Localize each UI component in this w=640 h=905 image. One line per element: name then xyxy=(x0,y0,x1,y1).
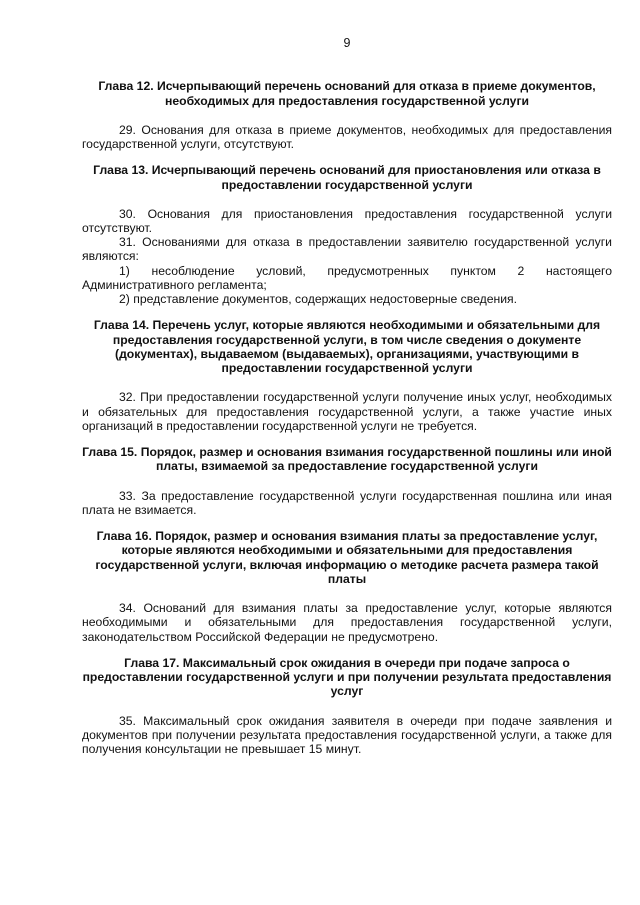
paragraph: 35. Максимальный срок ожидания заявителя в очереди при подаче заявления и документов при получении результата предоставления государственной услуги, а также для получения консультации не превышает 15 минут. xyxy=(82,713,612,757)
list-item: 2) представление документов, содержащих недостоверные сведения. xyxy=(119,292,518,307)
page-number: 9 xyxy=(343,36,351,50)
chapter-heading: Глава 12. Исчерпывающий перечень оснований для отказа в приеме документов, необходимых для предоставления государственной услуги xyxy=(98,79,596,108)
paragraph: 33. За предоставление государственной услуги государственная пошлина или иная плата не взимается. xyxy=(82,488,612,517)
chapter-body xyxy=(82,123,612,151)
chapter-17 xyxy=(82,656,612,757)
chapter-16 xyxy=(82,529,612,644)
chapter-14 xyxy=(82,318,612,433)
paragraph: 31. Основаниями для отказа в предоставлении заявителю государственной услуги являются: xyxy=(82,235,612,264)
chapter-heading: Глава 17. Максимальный срок ожидания в очереди при подаче запроса о предоставлении государственной услуги и при получении результата предоставления услуг xyxy=(82,655,612,699)
chapter-heading: Глава 14. Перечень услуг, которые являются необходимыми и обязательными для предоставления государственной услуги, в том числе сведения о документе (документах), выдаваемом (выдаваемых), организациями, участвующими в предоставлении государственной услуги xyxy=(93,318,601,376)
paragraph: 34. Оснований для взимания платы за предоставление услуг, которые являются необходимыми и обязательными для предоставления государственной услуги, законодательством Российской Федерации не предусмотрено. xyxy=(82,601,612,644)
paragraph: 29. Основания для отказа в приеме документов, необходимых для предоставления государственной услуги, отсутствуют. xyxy=(82,122,612,151)
chapter-13 xyxy=(82,163,612,306)
chapter-body xyxy=(82,390,612,433)
chapter-body xyxy=(82,489,612,517)
chapter-body xyxy=(82,601,612,644)
chapter-body xyxy=(82,207,612,306)
chapter-15 xyxy=(82,445,612,517)
paragraph: 30. Основания для приостановления предоставления государственной услуги отсутствуют. xyxy=(82,206,612,235)
chapter-12 xyxy=(82,79,612,151)
chapter-heading: Глава 16. Порядок, размер и основания взимания платы за предоставление услуг, которые являются необходимыми и обязательными для предоставления государственной услуги, включая информацию о методике расчета размера такой платы xyxy=(95,529,599,586)
chapter-body xyxy=(82,714,612,757)
chapter-heading: Глава 15. Порядок, размер и основания взимания государственной пошлины или иной платы, взимаемой за предоставление государственной услуги xyxy=(82,445,612,474)
chapter-heading: Глава 13. Исчерпывающий перечень оснований для приостановления или отказа в предоставлении государственной услуги xyxy=(93,163,601,192)
list-item: 1) несоблюдение условий, предусмотренных пунктом 2 настоящего Административного регламента; xyxy=(82,263,612,292)
paragraph: 32. При предоставлении государственной услуги получение иных услуг, необходимых и обязательных для предоставления государственной услуги, а также участие иных организаций в предоставлении государственной услуги не требуется. xyxy=(82,390,612,433)
